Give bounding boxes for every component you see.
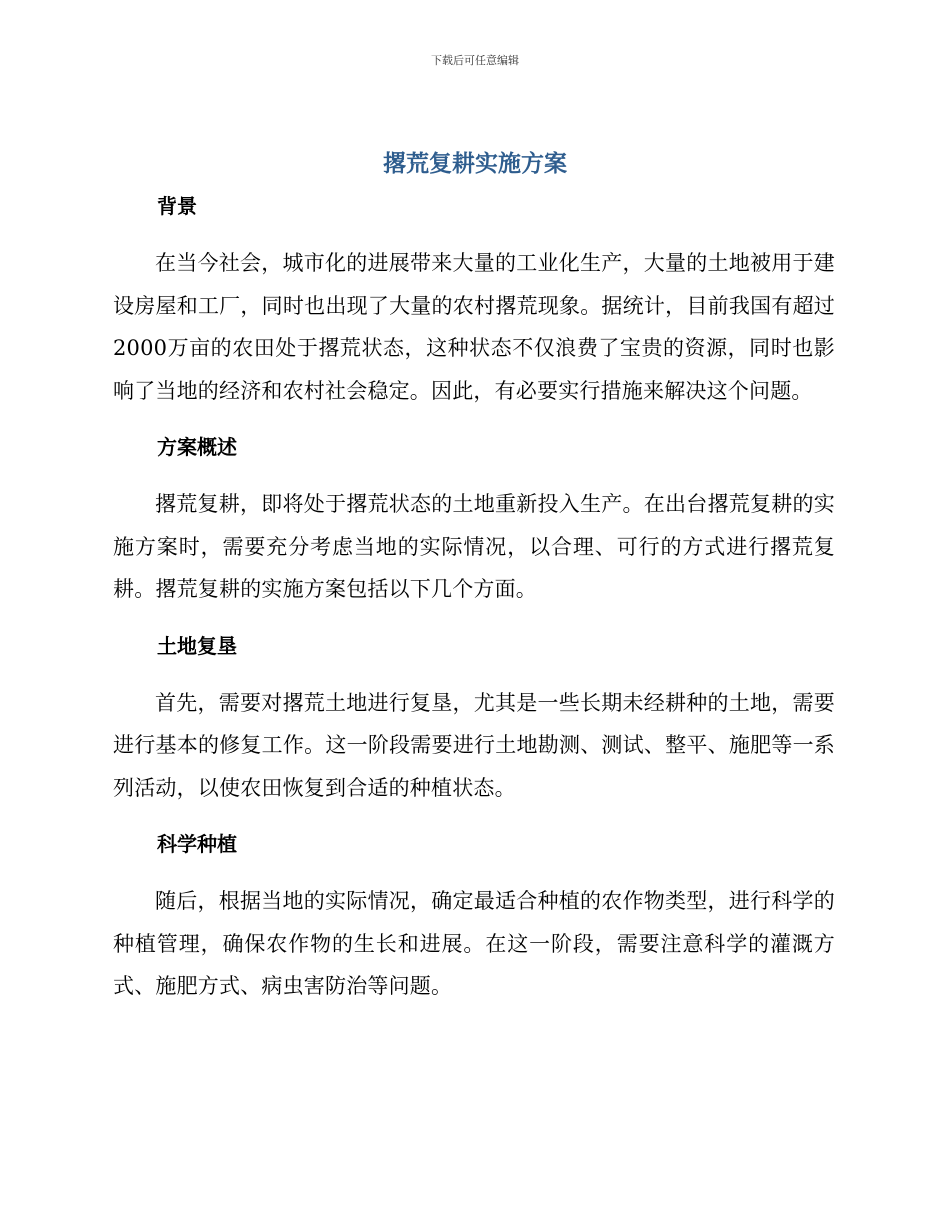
- document-body: [113, 188, 835, 1008]
- section-paragraph: 撂荒复耕，即将处于撂荒状态的土地重新投入生产。在出台撂荒复耕的实施方案时，需要充分考虑当地的实际情况，以合理、可行的方式进行撂荒复耕。撂荒复耕的实施方案包括以下几个方面。: [113, 492, 835, 601]
- section-paragraph: 首先，需要对撂荒土地进行复垦，尤其是一些长期未经耕种的土地，需要进行基本的修复工作。这一阶段需要进行土地勘测、测试、整平、施肥等一系列活动，以使农田恢复到合适的种植状态。: [113, 690, 835, 800]
- section-scientific-planting: [113, 826, 835, 1008]
- section-heading: 科学种植: [157, 832, 237, 856]
- document-title: 撂荒复耕实施方案: [383, 151, 567, 177]
- section-land-reclamation: [113, 628, 835, 827]
- section-heading: 土地复垦: [157, 633, 237, 658]
- section-paragraph: 随后，根据当地的实际情况，确定最适合种植的农作物类型，进行科学的种植管理，确保农作物的生长和进展。在这一阶段，需要注意科学的灌溉方式、施肥方式、病虫害防治等问题。: [113, 889, 835, 998]
- section-paragraph: 在当今社会，城市化的进展带来大量的工业化生产，大量的土地被用于建设房屋和工厂，同时也出现了大量的农村撂荒现象。据统计，目前我国有超过2000万亩的农田处于撂荒状态，这种状态不仅浪费了宝贵的资源，同时也影响了当地的经济和农村社会稳定。因此，有必要实行措施来解决这个问题。: [113, 251, 835, 403]
- section-heading: 方案概述: [157, 435, 237, 459]
- section-heading: 背景: [157, 194, 197, 218]
- page-header-note: 下载后可任意编辑: [431, 54, 519, 67]
- section-background: [113, 188, 835, 429]
- section-overview: [113, 429, 835, 628]
